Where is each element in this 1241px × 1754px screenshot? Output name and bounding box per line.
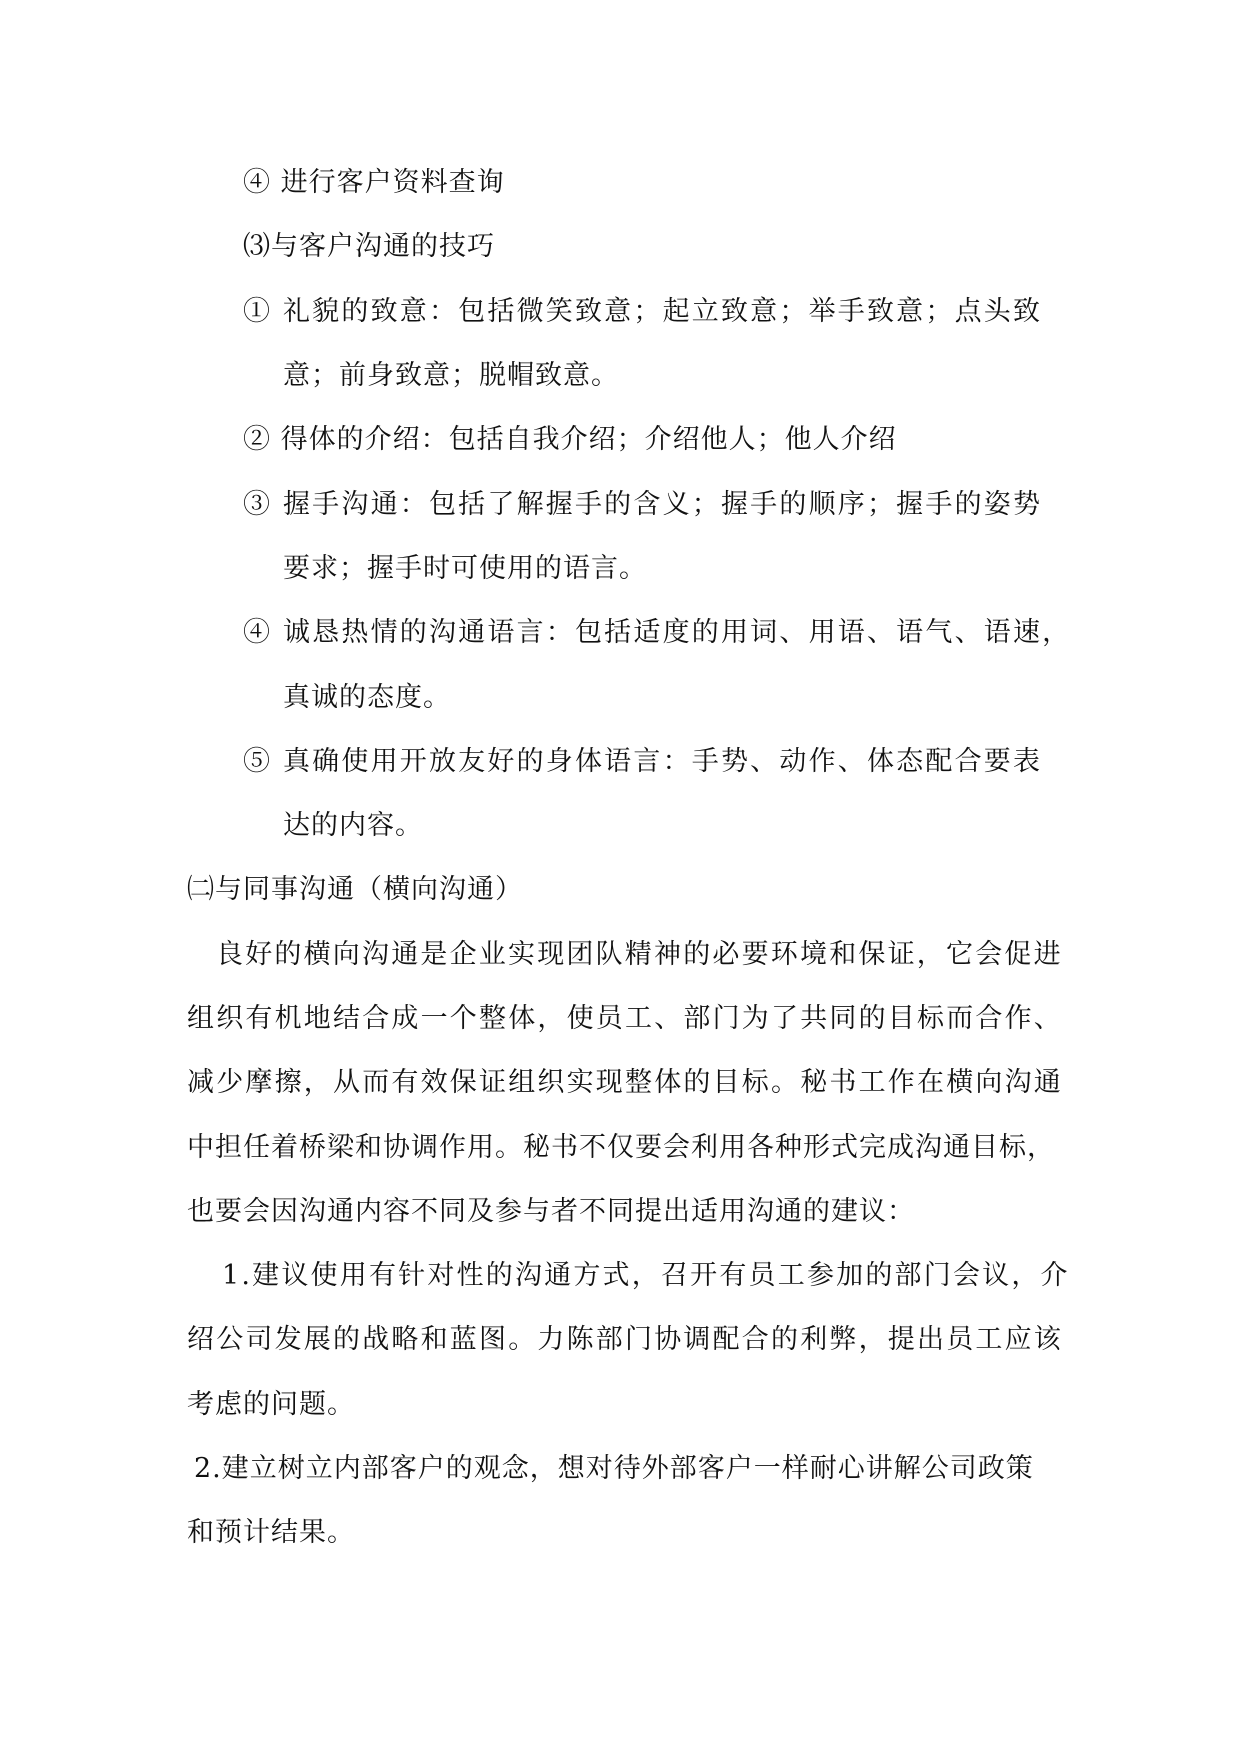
paragraph-line-3: 减少摩擦，从而有效保证组织实现整体的目标。秘书工作在横向沟通 <box>187 1067 1063 1098</box>
list-item-polite-greeting: ① 礼貌的致意：包括微笑致意；起立致意；举手致意；点头致 <box>243 296 1043 327</box>
paragraph-line-2: 组织有机地结合成一个整体，使员工、部门为了共同的目标而合作、 <box>187 1003 1063 1034</box>
list-item-polite-greeting-continued: 意；前身致意；脱帽致意。 <box>283 360 619 391</box>
suggestion-1-line-1: 1.建议使用有针对性的沟通方式，召开有员工参加的部门会议，介 <box>222 1260 1070 1291</box>
list-item-customer-data-query: ④ 进行客户资料查询 <box>243 167 505 198</box>
subheading-customer-communication-skills: ⑶与客户沟通的技巧 <box>243 231 495 262</box>
suggestion-2-line-2: 和预计结果。 <box>187 1517 355 1548</box>
list-item-handshake: ③ 握手沟通：包括了解握手的含义；握手的顺序；握手的姿势 <box>243 489 1043 520</box>
list-item-body-language-continued: 达的内容。 <box>283 810 423 841</box>
paragraph-line-5: 也要会因沟通内容不同及参与者不同提出适用沟通的建议： <box>187 1196 915 1227</box>
list-item-sincere-language-continued: 真诚的态度。 <box>283 682 451 713</box>
list-item-handshake-continued: 要求；握手时可使用的语言。 <box>283 553 647 584</box>
suggestion-2-line-1: 2.建立树立内部客户的观念，想对待外部客户一样耐心讲解公司政策 <box>194 1453 1034 1484</box>
suggestion-1-line-3: 考虑的问题。 <box>187 1389 355 1420</box>
paragraph-line-4: 中担任着桥梁和协调作用。秘书不仅要会利用各种形式完成沟通目标， <box>187 1132 1055 1163</box>
section-heading-colleague-communication: ㈡与同事沟通（横向沟通） <box>187 874 523 905</box>
list-item-body-language: ⑤ 真确使用开放友好的身体语言：手势、动作、体态配合要表 <box>243 746 1043 777</box>
list-item-sincere-language: ④ 诚恳热情的沟通语言：包括适度的用词、用语、语气、语速， <box>243 617 1072 648</box>
suggestion-1-line-2: 绍公司发展的战略和蓝图。力陈部门协调配合的利弊，提出员工应该 <box>187 1324 1063 1355</box>
list-item-introduction: ② 得体的介绍：包括自我介绍；介绍他人；他人介绍 <box>243 424 897 455</box>
paragraph-line-1: 良好的横向沟通是企业实现团队精神的必要环境和保证，它会促进 <box>216 939 1063 970</box>
